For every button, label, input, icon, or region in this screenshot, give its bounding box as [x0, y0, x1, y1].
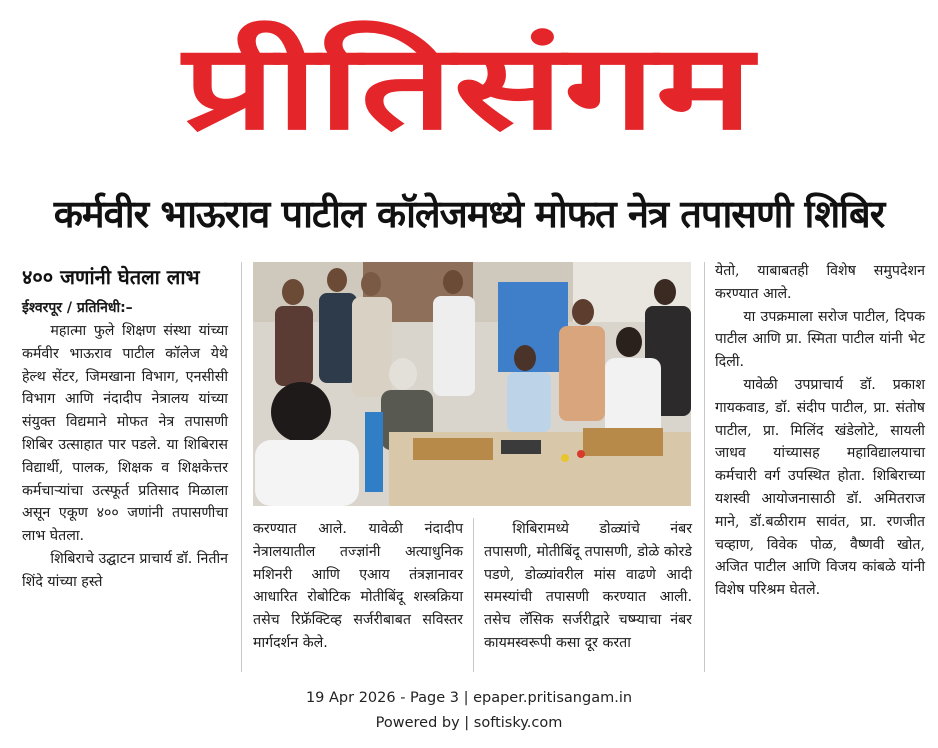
paragraph: या उपक्रमाला सरोज पाटील, दिपक पाटील आणि प्रा. स्मिता पाटील यांनी भेट दिली. — [715, 308, 925, 371]
eye-camp-photo — [253, 262, 691, 506]
column-divider — [704, 262, 705, 672]
article-photo — [253, 262, 691, 506]
footer-date-page: 19 Apr 2026 - Page 3 | epaper.pritisangam.in — [305, 690, 633, 706]
column-divider — [473, 518, 474, 672]
headline: कर्मवीर भाऊराव पाटील कॉलेजमध्ये मोफत नेत्र तपासणी शिबिर — [53, 192, 885, 236]
masthead — [178, 4, 758, 156]
article-column-1 — [22, 320, 228, 594]
masthead-logo — [178, 4, 758, 156]
paragraph: करण्यात आले. यावेळी नंदादीप नेत्रालयातील तज्ज्ञांनी अत्याधुनिक मशिनरी आणि एआय तंत्रज्ञानावर आधारित रोबोटिक मोतीबिंदू शस्त्रक्रिया तसेच रिफ्रॅक्टिव्ह सर्जरीबाबत सविस्तर मार्गदर्शन केले. — [253, 521, 463, 651]
paragraph: महात्मा फुले शिक्षण संस्था यांच्या कर्मवीर भाऊराव पाटील कॉलेज येथे हेल्थ सेंटर, जिमखाना विभाग, एनसीसी विभाग आणि नंदादीप नेत्रालय यांच्या संयुक्त विद्यमाने मोफत नेत्र तपासणी शिबिर उत्साहात पार पडले. या शिबिरास विद्यार्थी, पालक, शिक्षक व शिक्षकेत्तर कर्मचाऱ्यांचा उत्स्फूर्त प्रतिसाद मिळाला असून एकूण ४०० जणांनी तपासणीचा लाभ घेतला. — [22, 323, 228, 545]
byline: ईश्वरपूर / प्रतिनिधी:– — [22, 300, 133, 316]
paragraph: यावेळी उपप्राचार्य डॉ. प्रकाश गायकवाड, डॉ. संदीप पाटील, प्रा. संतोष पाटील, प्रा. मिलिंद खंडेलोटे, सायली जाधव यांच्यासह महाविद्यालयाचा कर्मचारी वर्ग उपस्थित होता. शिबिराच्या यशस्वी आयोजनासाठी डॉ. अमितराज माने, डॉ.बळीराम सावंत, प्रा. रणजीत चव्हाण, विवेक पोळ, वैष्णवी खोत, अजित पाटील आणि विजय कांबळे यांनी विशेष परिश्रम घेतले. — [715, 376, 925, 599]
article-column-2 — [253, 518, 463, 655]
subheadline: ४०० जणांनी घेतला लाभ — [22, 265, 200, 289]
paragraph: येतो, याबाबतही विशेष समुपदेशन करण्यात आले. — [715, 263, 925, 302]
paragraph: शिबिरामध्ये डोळ्यांचे नंबर तपासणी, मोतीबिंदू तपासणी, डोळे कोरडे पडणे, डोळ्यांवरील मांस वाढणे आदी समस्यांची तपासणी करण्यात आली. तसेच लॅसिक सर्जरीद्वारे चष्म्याचा नंबर कायमस्वरूपी कसा दूर करता — [484, 521, 692, 651]
paragraph: शिबिराचे उद्घाटन प्राचार्य डॉ. नितीन शिंदे यांच्या हस्ते — [22, 550, 228, 590]
column-divider — [241, 262, 242, 672]
masthead-title: प्रीतिसंगम — [180, 18, 758, 156]
article-column-3 — [484, 518, 692, 655]
article-column-4 — [715, 260, 925, 602]
footer-powered-by: Powered by | softisky.com — [375, 715, 563, 731]
